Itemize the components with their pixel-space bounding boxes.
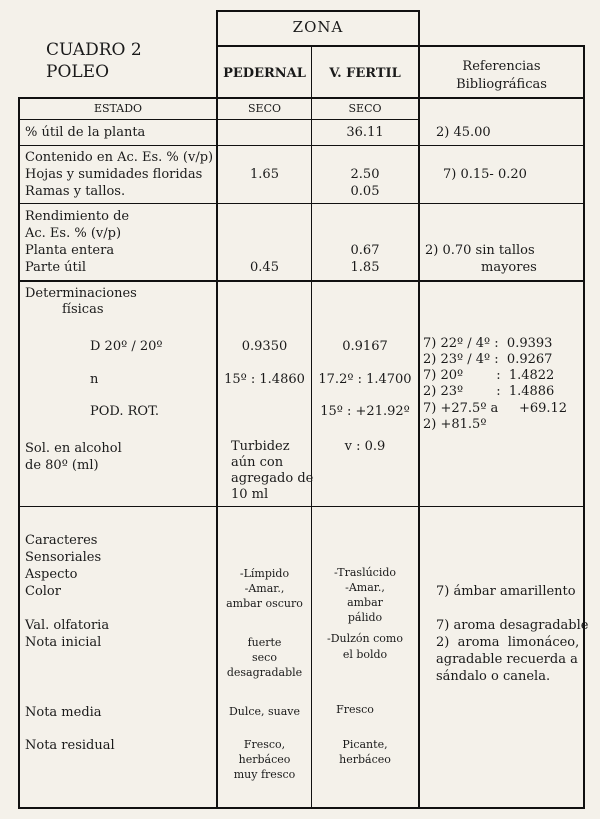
aspecto-pedernal-1: -Límpido (239, 567, 290, 580)
rendimiento-pedernal: 0.45 (250, 260, 279, 275)
col-sep-3 (418, 45, 420, 809)
rendimiento-ref-2: mayores (481, 260, 537, 275)
refraccion-label: n (90, 372, 99, 387)
table-right-border (583, 45, 585, 809)
rendimiento-vfertil-2: 1.85 (350, 260, 380, 275)
aspecto-vfertil-3: ambar (347, 596, 383, 609)
residual-vfertil-2: herbáceo (339, 753, 391, 766)
residual-pedernal-2: herbáceo (238, 753, 291, 766)
solubilidad-label-2: de 80º (ml) (25, 458, 99, 473)
row-sep-estado (18, 119, 420, 120)
header-refs-line1: Referencias (462, 59, 541, 74)
contenido-line3: Ramas y tallos. (25, 184, 126, 199)
util-vfertil: 36.11 (346, 125, 384, 140)
nota-residual-label: Nota residual (25, 738, 115, 753)
nota-inicial-label: Nota inicial (25, 635, 102, 650)
rendimiento-line3: Planta entera (25, 243, 115, 258)
media-vfertil: Fresco (336, 703, 374, 716)
solubilidad-pedernal-2: aún con (231, 455, 284, 470)
color-ref: 7) ámbar amarillento (436, 584, 576, 599)
inicial-vfertil-2: el boldo (342, 648, 388, 661)
estado-vfertil: SECO (348, 102, 382, 115)
olfatoria-ref-1: 7) aroma desagradable (436, 618, 589, 633)
zona-top-border (216, 10, 419, 12)
contenido-line2: Hojas y sumidades floridas (25, 167, 203, 182)
row-sep-fisicas (18, 506, 585, 507)
col-sep-2 (311, 45, 312, 809)
olfatoria-ref-4: sándalo o canela. (436, 669, 551, 684)
contenido-vfertil-1: 2.50 (350, 167, 380, 182)
densidad-vfertil: 0.9167 (342, 339, 388, 354)
fisicas-line2: físicas (62, 302, 104, 317)
densidad-pedernal: 0.9350 (241, 339, 288, 354)
contenido-ref: 7) 0.15- 0.20 (443, 167, 527, 182)
row-sep-util (18, 145, 585, 146)
zona-heading: ZONA (292, 18, 344, 36)
col-sep-1 (216, 45, 218, 809)
fisicas-ref-5: 7) +27.5º a +69.12 (423, 401, 568, 416)
densidad-label: D 20º / 20º (90, 339, 163, 354)
sensorial-label-2: Sensoriales (25, 550, 102, 565)
fisicas-line1: Determinaciones (25, 286, 137, 301)
residual-pedernal-1: Fresco, (243, 738, 286, 751)
contenido-vfertil-2: 0.05 (350, 184, 380, 199)
table-bottom-border (18, 807, 585, 809)
row-sep-rendimiento (18, 280, 585, 282)
row-sep-contenido (18, 203, 585, 204)
util-label: % útil de la planta (25, 125, 146, 140)
fisicas-ref-6: 2) +81.5º (423, 417, 487, 432)
inicial-vfertil-1: -Dulzón como (327, 632, 403, 645)
olfatoria-ref-2: 2) aroma limonáceo, (436, 635, 580, 650)
solubilidad-pedernal-1: Turbidez (231, 439, 290, 454)
aspecto-vfertil-2: -Amar., (345, 581, 385, 594)
rendimiento-line4: Parte útil (25, 260, 87, 275)
table-title-line1: CUADRO 2 (46, 40, 142, 60)
rendimiento-line1: Rendimiento de (25, 209, 130, 224)
rotacion-label: POD. ROT. (90, 404, 159, 419)
contenido-pedernal: 1.65 (250, 167, 279, 182)
util-ref: 2) 45.00 (436, 125, 491, 140)
solubilidad-pedernal-3: agregado de (231, 471, 314, 486)
contenido-line1: Contenido en Ac. Es. % (v/p) (25, 150, 214, 165)
header-top-border (216, 45, 584, 47)
table-title-line2: POLEO (46, 62, 110, 82)
rendimiento-ref-1: 2) 0.70 sin tallos (425, 243, 535, 258)
inicial-pedernal-3: desagradable (226, 666, 303, 679)
olfatoria-label: Val. olfatoria (25, 618, 110, 633)
color-label: Color (25, 584, 61, 599)
aspecto-vfertil-1: -Traslúcido (333, 566, 397, 579)
fisicas-ref-1: 7) 22º / 4º : 0.9393 (423, 336, 553, 351)
olfatoria-ref-3: agradable recuerda a (436, 652, 578, 667)
aspecto-pedernal-3: ambar oscuro (226, 597, 303, 610)
aspecto-vfertil-4: pálido (347, 611, 383, 624)
aspecto-label: Aspecto (25, 567, 78, 582)
nota-media-label: Nota media (25, 705, 102, 720)
fisicas-ref-4: 2) 23º : 1.4886 (423, 384, 555, 399)
solubilidad-pedernal-4: 10 ml (231, 487, 269, 502)
header-bottom-border (18, 97, 585, 99)
refraccion-pedernal: 15º : 1.4860 (224, 372, 305, 387)
inicial-pedernal-1: fuerte (247, 636, 282, 649)
header-pedernal: PEDERNAL (223, 66, 306, 81)
media-pedernal: Dulce, suave (228, 705, 301, 718)
sensorial-label-1: Caracteres (25, 533, 98, 548)
estado-label: ESTADO (93, 102, 143, 115)
residual-vfertil-1: Picante, (342, 738, 388, 751)
header-vfertil: V. FERTIL (329, 66, 401, 81)
aspecto-pedernal-2: -Amar., (244, 582, 285, 595)
header-refs-line2: Bibliográficas (456, 77, 547, 92)
fisicas-ref-2: 2) 23º / 4º : 0.9267 (423, 352, 553, 367)
solubilidad-label-1: Sol. en alcohol (25, 441, 122, 456)
rotacion-vfertil: 15º : +21.92º (320, 404, 410, 419)
rendimiento-vfertil-1: 0.67 (350, 243, 380, 258)
refraccion-vfertil: 17.2º : 1.4700 (318, 372, 412, 387)
inicial-pedernal-2: seco (252, 651, 277, 664)
solubilidad-vfertil: v : 0.9 (344, 439, 386, 454)
fisicas-ref-3: 7) 20º : 1.4822 (423, 368, 555, 383)
estado-pedernal: SECO (248, 102, 281, 115)
residual-pedernal-3: muy fresco (233, 768, 296, 781)
rendimiento-line2: Ac. Es. % (v/p) (25, 226, 122, 241)
